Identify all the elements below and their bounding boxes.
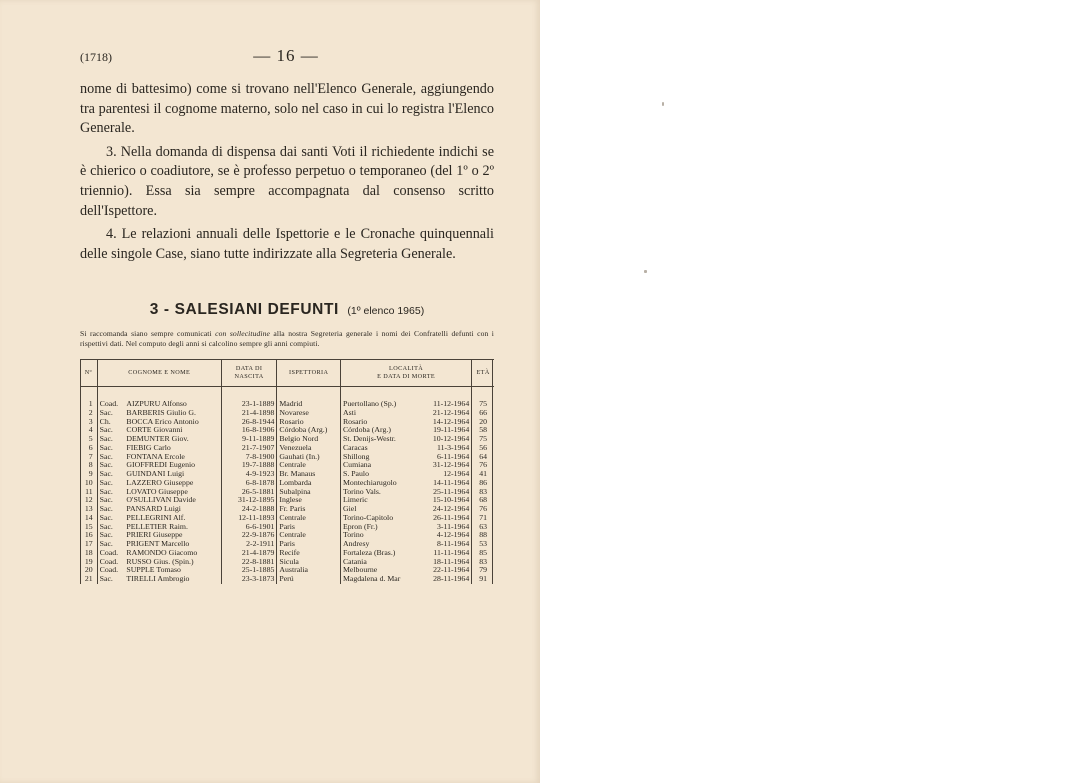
- page-number: — 16 —: [253, 46, 319, 65]
- row-birth-date: 23-1-1889: [221, 387, 277, 409]
- row-number: 13: [84, 505, 93, 513]
- row-death-place: Cumiana: [340, 461, 416, 470]
- row-number: 10: [84, 478, 93, 487]
- row-province: Gauhati (In.): [277, 453, 341, 462]
- deceased-table: [80, 359, 494, 584]
- row-number: 7: [88, 452, 93, 461]
- row-name: O'SULLIVAN Davide: [126, 496, 196, 505]
- row-name: FONTANA Ercole: [126, 452, 185, 461]
- row-number: 21: [84, 575, 93, 583]
- row-rank: Sac.: [97, 461, 124, 470]
- row-death-place: Córdoba (Arg.): [340, 426, 416, 435]
- row-death-place: St. Denijs-Westr.: [340, 435, 416, 444]
- row-number: 14: [84, 513, 93, 522]
- row-province: Centrale: [277, 461, 341, 470]
- row-province: Venezuela: [277, 444, 341, 453]
- row-age: 53: [472, 540, 494, 549]
- row-rank: Sac.: [97, 496, 124, 505]
- row-death-date: 11-12-1964: [433, 399, 470, 408]
- row-birth-date: 6-8-1878: [221, 479, 277, 488]
- row-rank: Sac.: [97, 540, 124, 549]
- row-birth-date: 7-8-1900: [221, 453, 277, 462]
- row-birth-date: 21-4-1898: [221, 409, 277, 418]
- row-death-place: Fortaleza (Bras.): [340, 549, 416, 558]
- table-row: [80, 387, 494, 409]
- row-province: Recife: [277, 549, 341, 558]
- row-age: 86: [472, 479, 494, 488]
- row-rank: Coad.: [97, 558, 124, 567]
- row-name: GUINDANI Luigi: [126, 470, 185, 478]
- row-name: TIRELLI Ambrogio: [126, 575, 190, 583]
- row-number: 9: [88, 470, 93, 478]
- row-death-place: Puertollano (Sp.): [340, 387, 416, 409]
- row-age: 76: [472, 505, 494, 514]
- row-rank: Sac.: [97, 575, 124, 584]
- row-age: 76: [472, 461, 494, 470]
- row-name: LOVATO Giuseppe: [126, 487, 188, 496]
- row-age: 83: [472, 488, 494, 497]
- row-age: 63: [472, 523, 494, 532]
- row-number: 1: [88, 399, 93, 408]
- row-name: PELLEGRINI Alf.: [126, 513, 186, 522]
- row-province: Córdoba (Arg.): [277, 426, 341, 435]
- table-row: [80, 575, 494, 584]
- row-death-date: 21-12-1964: [432, 408, 470, 417]
- table-row: [80, 444, 494, 453]
- row-name: RAMONDO Giacomo: [126, 548, 198, 557]
- row-death-place: Caracas: [340, 444, 416, 453]
- row-name: AIZPURU Alfonso: [126, 399, 187, 408]
- row-rank: Sac.: [97, 426, 124, 435]
- row-age: 20: [472, 418, 494, 427]
- row-name: PANSARD Luigi: [126, 505, 181, 513]
- section-heading: [80, 301, 494, 319]
- row-birth-date: 22-9-1876: [221, 531, 277, 540]
- row-death-date: 18-11-1964: [433, 557, 470, 566]
- row-province: Inglese: [277, 496, 341, 505]
- row-birth-date: 21-4-1879: [221, 549, 277, 558]
- row-number: 17: [84, 540, 93, 548]
- row-birth-date: 26-5-1881: [221, 488, 277, 497]
- row-birth-date: 31-12-1895: [221, 496, 277, 505]
- body-text: [80, 80, 494, 264]
- table-row: [80, 540, 494, 549]
- row-death-date: 31-12-1964: [432, 461, 470, 470]
- table-row: [80, 496, 494, 505]
- paragraph-4: 4. Le relazioni annuali delle Ispettorie e le Cronache quinquennali delle singole Case, siano tutte indirizzate alla Segreteria Generale.: [80, 226, 494, 262]
- row-death-date: 4-12-1964: [436, 531, 470, 540]
- table-row: [80, 549, 494, 558]
- table-right-rule: [492, 359, 493, 584]
- row-age: 85: [472, 549, 494, 558]
- table-row: [80, 470, 494, 479]
- row-age: 66: [472, 409, 494, 418]
- row-birth-date: 4-9-1923: [221, 470, 277, 479]
- row-age: 83: [472, 558, 494, 567]
- table-row: [80, 523, 494, 532]
- table-row: [80, 488, 494, 497]
- col-header-age: ETÀ: [472, 360, 494, 387]
- row-province: Paris: [277, 523, 341, 532]
- document-page: [0, 0, 540, 783]
- row-birth-date: 9-11-1889: [221, 435, 277, 444]
- row-death-date: 6-11-1964: [437, 452, 470, 461]
- row-death-date: 3-11-1964: [437, 522, 470, 531]
- row-rank: Coad.: [97, 387, 124, 409]
- row-number: 20: [84, 566, 93, 575]
- row-number: 16: [84, 531, 93, 540]
- row-death-place: Magdalena d. Mar: [340, 575, 416, 584]
- row-birth-date: 26-8-1944: [221, 418, 277, 427]
- row-death-date: 12-1964: [443, 470, 470, 478]
- row-province: Centrale: [277, 531, 341, 540]
- row-province: Rosario: [277, 418, 341, 427]
- table-left-rule: [80, 359, 81, 584]
- row-age: 79: [472, 566, 494, 575]
- col-header-province: ISPETTORIA: [277, 360, 341, 387]
- row-name: BOCCA Erico Antonio: [126, 417, 199, 426]
- row-rank: Sac.: [97, 531, 124, 540]
- row-name: SUPPLE Tomaso: [126, 566, 181, 575]
- row-death-place: Catania: [340, 558, 416, 567]
- table-row: [80, 453, 494, 462]
- row-rank: Sac.: [97, 488, 124, 497]
- row-name: CORTE Giovanni: [126, 426, 183, 435]
- row-death-place: Epron (Fr.): [340, 523, 416, 532]
- row-number: 19: [84, 557, 93, 566]
- table-row: [80, 461, 494, 470]
- paragraph-continuation: nome di battesimo) come si trovano nell'Elenco Generale, aggiungendo tra parentesi il cognome materno, solo nel caso in cui lo registra l'Elenco Generale.: [80, 81, 494, 137]
- row-death-place: S. Paulo: [340, 470, 416, 479]
- row-rank: Coad.: [97, 566, 124, 575]
- row-death-date: 14-11-1964: [433, 478, 470, 487]
- row-age: 41: [472, 470, 494, 479]
- table-row: [80, 409, 494, 418]
- row-birth-date: 6-6-1901: [221, 523, 277, 532]
- note-text-after: alla nostra Segreteria generale i nomi dei Confratelli defunti con i rispettivi dati. Nel computo degli anni si calcolino sempre gli anni compiuti.: [80, 329, 495, 348]
- table-row: [80, 505, 494, 514]
- row-province: Australia: [277, 566, 341, 575]
- row-name: GIOFFREDI Eugenio: [126, 461, 196, 470]
- row-death-date: 8-11-1964: [437, 540, 470, 548]
- row-province: Paris: [277, 540, 341, 549]
- row-province: Perú: [277, 575, 341, 584]
- table-header-row: [80, 360, 494, 387]
- row-age: 56: [472, 444, 494, 453]
- row-province: Sicula: [277, 558, 341, 567]
- page-header: [80, 46, 492, 66]
- note-text-before: Si raccomanda siano sempre comunicati: [80, 329, 216, 338]
- row-death-place: Asti: [340, 409, 416, 418]
- table-row: [80, 479, 494, 488]
- row-rank: Sac.: [97, 523, 124, 532]
- row-age: 64: [472, 453, 494, 462]
- row-province: Subalpina: [277, 488, 341, 497]
- section-subtitle: (1º elenco 1965): [347, 305, 425, 317]
- row-death-date: 25-11-1964: [433, 487, 470, 496]
- row-number: 12: [84, 496, 93, 505]
- section-title: 3 - SALESIANI DEFUNTI: [149, 301, 339, 318]
- row-province: Br. Manaus: [277, 470, 341, 479]
- document-number: (1718): [80, 50, 112, 64]
- row-rank: Sac.: [97, 479, 124, 488]
- row-birth-date: 12-11-1893: [221, 514, 277, 523]
- row-name: LAZZERO Giuseppe: [126, 478, 194, 487]
- row-birth-date: 25-1-1885: [221, 566, 277, 575]
- row-birth-date: 19-7-1888: [221, 461, 277, 470]
- table-row: [80, 531, 494, 540]
- row-rank: Ch.: [97, 418, 124, 427]
- row-death-date: 24-12-1964: [432, 505, 470, 513]
- row-province: Lombarda: [277, 479, 341, 488]
- row-death-place: Montechiarugolo: [340, 479, 416, 488]
- row-province: Madrid: [277, 387, 341, 409]
- row-province: Belgio Nord: [277, 435, 341, 444]
- row-death-place: Andresy: [340, 540, 416, 549]
- row-rank: Sac.: [97, 470, 124, 479]
- row-number: 6: [88, 443, 93, 452]
- table-row: [80, 435, 494, 444]
- row-number: 4: [88, 426, 93, 435]
- row-age: 91: [472, 575, 494, 584]
- col-header-birth: DATA DI NASCITA: [221, 360, 277, 387]
- paper-speck: [644, 270, 647, 273]
- col-header-name: COGNOME E NOME: [97, 360, 221, 387]
- row-name: RUSSO Gius. (Spin.): [126, 557, 194, 566]
- row-death-date: 22-11-1964: [433, 566, 470, 575]
- row-age: 68: [472, 496, 494, 505]
- row-name: DEMUNTER Giov.: [126, 435, 189, 443]
- row-death-place: Torino: [340, 531, 416, 540]
- row-province: Centrale: [277, 514, 341, 523]
- table-row: [80, 566, 494, 575]
- row-rank: Sac.: [97, 453, 124, 462]
- row-birth-date: 2-2-1911: [221, 540, 277, 549]
- row-number: 5: [88, 435, 93, 443]
- row-rank: Coad.: [97, 549, 124, 558]
- row-age: 75: [472, 387, 494, 409]
- row-death-date: 11-11-1964: [433, 548, 470, 557]
- row-number: 18: [84, 548, 93, 557]
- row-birth-date: 22-8-1881: [221, 558, 277, 567]
- row-name: PELLETIER Raim.: [126, 522, 188, 531]
- row-name: PRIGENT Marcello: [126, 540, 190, 548]
- row-birth-date: 16-8-1906: [221, 426, 277, 435]
- row-province: Fr. Paris: [277, 505, 341, 514]
- row-death-date: 10-12-1964: [432, 435, 470, 443]
- row-death-date: 11-3-1964: [437, 443, 470, 452]
- paragraph-3: 3. Nella domanda di dispensa dai santi Voti il richiedente indichi se è chierico o coadiutore, se è professo perpetuo o temporaneo (del 1º o 2º triennio). Essa sia sempre accompagnata dal consenso scritto dell'Ispettore.: [80, 143, 494, 219]
- row-number: 2: [88, 408, 93, 417]
- row-name: FIEBIG Carlo: [126, 443, 171, 452]
- row-death-date: 28-11-1964: [433, 575, 470, 583]
- row-death-place: Melbourne: [340, 566, 416, 575]
- row-death-date: 14-12-1964: [432, 417, 470, 426]
- col-header-place: LOCALITÀ E DATA DI MORTE: [340, 360, 471, 387]
- row-rank: Sac.: [97, 409, 124, 418]
- note-emphasis: con sollecitudine: [215, 329, 270, 338]
- row-age: 88: [472, 531, 494, 540]
- row-rank: Sac.: [97, 514, 124, 523]
- row-death-place: Limeric: [340, 496, 416, 505]
- row-age: 71: [472, 514, 494, 523]
- row-rank: Sac.: [97, 505, 124, 514]
- table-row: [80, 558, 494, 567]
- table-row: [80, 418, 494, 427]
- row-birth-date: 21-7-1907: [221, 444, 277, 453]
- row-age: 75: [472, 435, 494, 444]
- row-death-date: 15-10-1964: [432, 496, 470, 505]
- paper-speck: [662, 102, 664, 106]
- row-death-date: 26-11-1964: [433, 513, 470, 522]
- row-number: 15: [84, 522, 93, 531]
- row-name: PRIERI Giuseppe: [126, 531, 183, 540]
- row-death-place: Torino-Capitolo: [340, 514, 416, 523]
- row-birth-date: 23-3-1873: [221, 575, 277, 584]
- row-province: Novarese: [277, 409, 341, 418]
- blank-facing-page: [540, 0, 1089, 783]
- row-death-date: 19-11-1964: [433, 426, 470, 435]
- table-row: [80, 514, 494, 523]
- table-row: [80, 426, 494, 435]
- row-death-place: Shillong: [340, 453, 416, 462]
- row-rank: Sac.: [97, 444, 124, 453]
- row-number: 8: [88, 461, 93, 470]
- row-number: 3: [88, 417, 93, 426]
- section-note: [80, 329, 494, 348]
- row-rank: Sac.: [97, 435, 124, 444]
- row-death-place: Giel: [340, 505, 416, 514]
- row-number: 11: [85, 487, 93, 496]
- row-birth-date: 24-2-1888: [221, 505, 277, 514]
- row-name: BARBERIS Giulio G.: [126, 408, 196, 417]
- row-age: 58: [472, 426, 494, 435]
- row-death-place: Rosario: [340, 418, 416, 427]
- col-header-num: Nº: [80, 360, 97, 387]
- row-death-place: Torino Vals.: [340, 488, 416, 497]
